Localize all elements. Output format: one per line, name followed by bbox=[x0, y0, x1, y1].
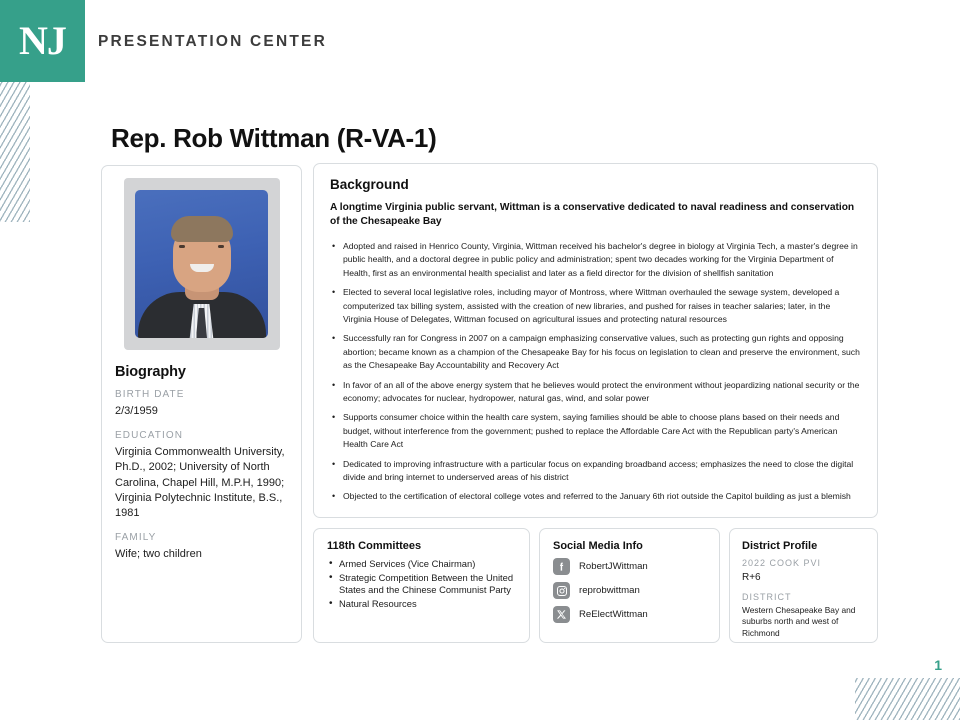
district-profile-heading: District Profile bbox=[742, 540, 818, 552]
education-value: Virginia Commonwealth University, Ph.D., 2002; University of North Carolina, Chapel Hill, M.P.H, 1990; Virginia Polytechnic Institute, B.S., 1981 bbox=[115, 446, 285, 519]
decorative-hatch-bottom-right bbox=[855, 678, 960, 720]
background-bullet: • Successfully ran for Congress in 2007 on a campaign emphasizing conservative values, such as protecting gun rights and opposing abortion; became known as a champion of the Chesapeake Bay for his focus on legislation to clean and preserve the environment, such as the Chesapeake Bay Accountability and Recovery Act bbox=[330, 332, 861, 372]
biography-heading: Biography bbox=[115, 364, 186, 380]
social-media-row[interactable] bbox=[553, 606, 706, 623]
background-bullet: • Objected to the certification of electoral college votes and referred to the January 6th riot outside the Capitol building as just a blemish bbox=[330, 490, 861, 503]
portrait-hair bbox=[171, 216, 233, 242]
background-bullet: • Adopted and raised in Henrico County, Virginia, Wittman received his bachelor's degree in biology at Virginia Tech, a master's degree in public health, and a doctoral degree in public policy and administration; spent two decades working for the Virginia Department of Health, first as an environmental health specialist and later as a field director for the division of shellfish sanitation bbox=[330, 240, 861, 280]
social-media-handle: ReElectWittman bbox=[579, 609, 648, 620]
committees-heading: 118th Committees bbox=[327, 540, 422, 552]
portrait-eye-right bbox=[218, 245, 224, 248]
decorative-hatch-left bbox=[0, 82, 30, 222]
nj-logo bbox=[0, 0, 85, 82]
portrait-photo bbox=[135, 190, 268, 338]
logo-text: NJ bbox=[19, 18, 66, 63]
social-media-handle: RobertJWittman bbox=[579, 561, 648, 572]
family-label: FAMILY bbox=[115, 532, 157, 544]
background-card bbox=[313, 163, 878, 518]
brand-title: PRESENTATION CENTER bbox=[98, 33, 327, 50]
committees-card bbox=[313, 528, 530, 643]
x-twitter-icon bbox=[553, 606, 570, 623]
background-bullet: • Supports consumer choice within the health care system, saying families should be able to choose plans based on their needs and budget, without interference from the government; pushed to replace the Affordable Care Act with the Republican party's American Health Care Act bbox=[330, 411, 861, 451]
committee-item: • Natural Resources bbox=[327, 598, 516, 611]
social-media-heading: Social Media Info bbox=[553, 540, 643, 552]
social-media-list bbox=[553, 558, 706, 623]
birth-date-value: 2/3/1959 bbox=[115, 405, 158, 417]
background-summary: A longtime Virginia public servant, Wittman is a conservative dedicated to naval readiness and conservation of the Chesapeake Bay bbox=[330, 202, 855, 228]
biography-card bbox=[101, 165, 302, 643]
background-bullet: • In favor of an all of the above energy system that he believes would protect the environment without jeopardizing national security or the economy; advocates for nuclear, hydropower, natural gas, wind, and solar power bbox=[330, 379, 861, 406]
background-bullet: • Dedicated to improving infrastructure with a particular focus on expanding broadband access; emphasizes the need to close the digital divide and bring internet to underserved areas of his district bbox=[330, 458, 861, 485]
social-media-row[interactable] bbox=[553, 582, 706, 599]
facebook-icon bbox=[553, 558, 570, 575]
background-bullet-list bbox=[330, 240, 861, 504]
education-label: EDUCATION bbox=[115, 430, 184, 442]
birth-date-label: BIRTH DATE bbox=[115, 389, 185, 400]
background-bullet: • Elected to several local legislative roles, including mayor of Montross, where Wittman overhauled the sewage system, developed a computerized tax billing system, assisted with the creation of new libraries, and pushed for raises in teacher salaries; later, in the Virginia House of Delegates, Wittman focused on agricultural issues and protecting natural resources bbox=[330, 286, 861, 326]
district-profile-card bbox=[729, 528, 878, 643]
committee-item: • Armed Services (Vice Chairman) bbox=[327, 558, 516, 571]
cook-pvi-label: 2022 COOK PVI bbox=[742, 558, 822, 568]
district-label: DISTRICT bbox=[742, 591, 792, 602]
social-media-row[interactable] bbox=[553, 558, 706, 575]
district-description: Western Chesapeake Bay and suburbs north and west of Richmond bbox=[742, 604, 856, 639]
instagram-icon bbox=[553, 582, 570, 599]
page-title: Rep. Rob Wittman (R-VA-1) bbox=[111, 123, 437, 154]
committees-list bbox=[327, 558, 516, 611]
family-value: Wife; two children bbox=[115, 548, 202, 561]
committee-item: • Strategic Competition Between the United States and the Chinese Communist Party bbox=[327, 572, 516, 597]
biography-body bbox=[102, 350, 301, 562]
portrait-frame bbox=[124, 178, 280, 350]
page-header bbox=[0, 0, 960, 82]
cook-pvi-value: R+6 bbox=[742, 572, 761, 583]
page-number: 1 bbox=[934, 657, 942, 673]
portrait-eye-left bbox=[179, 245, 185, 248]
background-heading: Background bbox=[330, 177, 409, 192]
social-media-handle: reprobwittman bbox=[579, 585, 640, 596]
social-media-card bbox=[539, 528, 720, 643]
